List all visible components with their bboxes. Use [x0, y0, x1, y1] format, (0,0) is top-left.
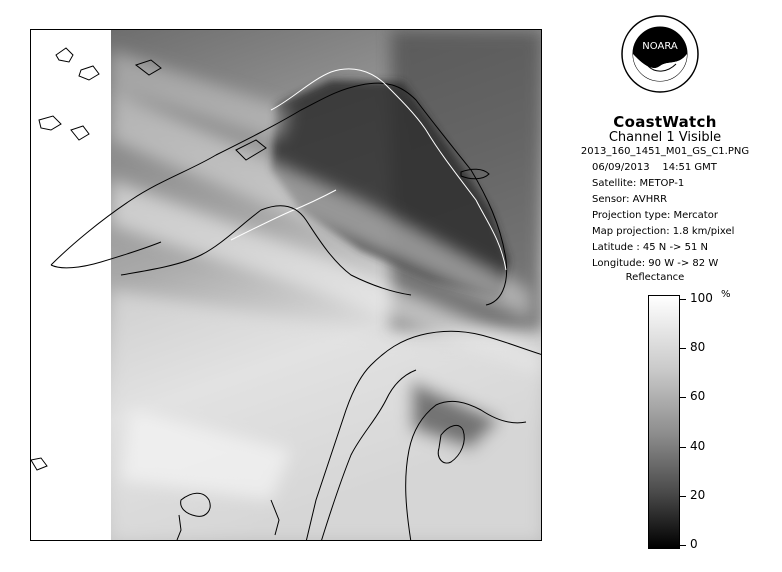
filename: 2013_160_1451_M01_GS_C1.PNG	[580, 146, 750, 157]
product-title: CoastWatch	[613, 113, 717, 131]
date-time	[592, 162, 717, 173]
colorbar-tick	[680, 348, 686, 349]
colorbar-tick	[680, 299, 686, 300]
satellite-label: Satellite: METOP-1	[592, 178, 685, 189]
map-svg	[31, 30, 542, 541]
reflectance-colorbar	[648, 295, 680, 549]
colorbar-tick	[680, 545, 686, 546]
colorbar-tick-label: 80	[690, 340, 706, 355]
colorbar-tick-label: 60	[690, 389, 706, 404]
colorbar-unit: %	[721, 289, 731, 300]
colorbar-tick	[680, 397, 686, 398]
latitude-label: Latitude : 45 N -> 51 N	[592, 242, 708, 253]
satellite-map[interactable]	[30, 29, 542, 541]
sensor-label: Sensor: AVHRR	[592, 194, 668, 205]
colorbar-tick-label: 20	[690, 487, 706, 502]
date: 06/09/2013	[592, 162, 650, 173]
colorbar-tick	[680, 447, 686, 448]
colorbar-title: Reflectance	[625, 272, 685, 283]
colorbar-tick-label: 100	[690, 291, 713, 305]
map-projection-label: Map projection: 1.8 km/pixel	[592, 226, 735, 237]
colorbar-tick-label: 0	[690, 537, 698, 551]
channel-subtitle: Channel 1 Visible	[608, 130, 722, 145]
imagery-layer	[31, 30, 542, 541]
logo-text: NOARA	[642, 41, 678, 52]
colorbar-tick-label: 40	[690, 438, 706, 453]
colorbar-tick	[680, 496, 686, 497]
noaa-logo	[620, 14, 700, 94]
projection-type-label: Projection type: Mercator	[592, 210, 718, 221]
time: 14:51 GMT	[662, 162, 717, 173]
longitude-label: Longitude: 90 W -> 82 W	[592, 258, 719, 269]
